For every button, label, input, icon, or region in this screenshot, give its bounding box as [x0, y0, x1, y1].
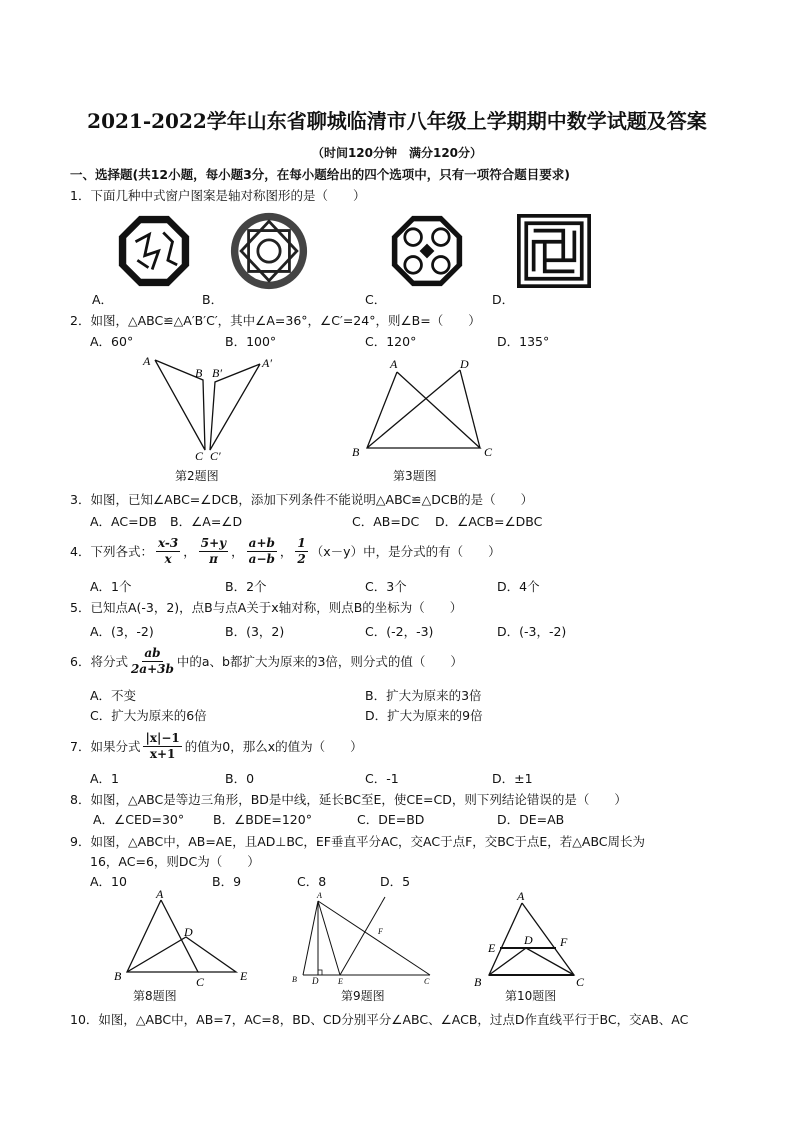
svg-text:B: B: [292, 975, 297, 984]
page-title: 2021-2022学年山东省聊城临清市八年级上学期期中数学试题及答案: [87, 109, 707, 133]
q5-option-b: B．(3，2): [225, 624, 285, 639]
figure-q8: [110, 887, 260, 989]
numerator: |x|−1: [145, 731, 180, 745]
denominator: 2: [297, 552, 306, 566]
svg-text:C: C: [196, 975, 205, 989]
window-pattern-d: [517, 214, 591, 288]
svg-text:E: E: [240, 969, 248, 983]
question-7-prefix: 7．如果分式: [70, 738, 141, 754]
svg-text:A: A: [143, 354, 151, 368]
q1-option-d: D．: [492, 292, 515, 307]
q3-option-a: A．AC=DB: [90, 514, 157, 529]
question-3: 3．如图，已知∠ABC=∠DCB，添加下列条件不能说明△ABC≌△DCB的是（ ）: [70, 492, 534, 507]
q7-option-b: B．0: [225, 771, 255, 786]
question-4-suffix: （x－y）中，是分式的有（ ）: [310, 543, 501, 559]
question-6: [70, 646, 463, 677]
figure-q2: [140, 355, 280, 465]
caption-fig2: 第2题图: [175, 469, 219, 483]
q9-option-b: B．9: [212, 874, 242, 889]
numerator: a+b: [248, 536, 275, 550]
q2-option-a: A．60°: [90, 334, 134, 349]
q4-option-c: C．3个: [365, 579, 407, 594]
q4-option-a: A．1个: [90, 579, 132, 594]
question-6-prefix: 6．将分式: [70, 653, 128, 669]
question-9: 9．如图，△ABC中，AB=AE，且AD⊥BC，EF垂直平分AC，交AC于点F，交BC于点E，若△ABC周长为: [70, 834, 646, 849]
numerator: 5+y: [200, 536, 227, 550]
q8-option-b: B．∠BDE=120°: [213, 812, 312, 827]
svg-text:B: B: [195, 366, 203, 380]
q1-option-c: C．: [365, 292, 387, 307]
q9-option-d: D．5: [380, 874, 411, 889]
figure-q3: [350, 357, 500, 460]
svg-text:A: A: [390, 357, 398, 371]
q9-option-c: C．8: [297, 874, 327, 889]
question-7: [70, 731, 363, 762]
q3-option-d: D．∠ACB=∠DBC: [435, 514, 543, 529]
question-9-line2: 16，AC=6，则DC为（ ）: [90, 854, 260, 869]
q5-option-d: D．(-3，-2): [497, 624, 567, 639]
q5-option-a: A．(3，-2): [90, 624, 154, 639]
figure-q9: [290, 892, 440, 987]
comma: ，: [231, 543, 244, 559]
q8-option-c: C．DE=BD: [357, 812, 425, 827]
q8-option-a: A．∠CED=30°: [93, 812, 185, 827]
svg-text:A: A: [317, 891, 322, 900]
denominator: x+1: [149, 747, 176, 761]
window-pattern-c: [390, 214, 464, 288]
caption-fig10: 第10题图: [505, 989, 557, 1003]
q6-option-b: B．扩大为原来的3倍: [365, 688, 482, 703]
svg-text:B′: B′: [212, 366, 222, 380]
svg-text:F: F: [560, 935, 568, 949]
svg-text:C: C: [424, 977, 430, 986]
svg-text:A′: A′: [262, 356, 272, 370]
q2-option-b: B．100°: [225, 334, 277, 349]
q3-option-b: B．∠A=∠D: [170, 514, 243, 529]
q9-option-a: A．10: [90, 874, 127, 889]
q6-option-a: A．不变: [90, 688, 137, 703]
svg-text:E: E: [488, 941, 496, 955]
svg-text:E: E: [338, 977, 343, 986]
fraction: [143, 731, 181, 762]
q5-option-c: C．(-2，-3): [365, 624, 434, 639]
svg-text:F: F: [378, 927, 383, 936]
question-7-suffix: 的值为0，那么x的值为（ ）: [184, 738, 363, 754]
denominator: x: [164, 552, 172, 566]
svg-text:A: A: [517, 889, 525, 903]
question-6-suffix: 中的a、b都扩大为原来的3倍，则分式的值（ ）: [176, 653, 463, 669]
q1-option-b: B．: [202, 292, 224, 307]
q2-option-d: D．135°: [497, 334, 550, 349]
window-pattern-b: [230, 212, 308, 290]
question-5: 5．已知点A(-3，2)，点B与点A关于x轴对称，则点B的坐标为（ ）: [70, 600, 463, 615]
question-10: 10．如图，△ABC中，AB=7，AC=8，BD、CD分别平分∠ABC、∠ACB，过点D作直线平行于BC，交AB、AC: [70, 1012, 689, 1027]
fraction: [131, 646, 174, 677]
svg-text:B: B: [114, 969, 122, 983]
caption-fig8: 第8题图: [133, 989, 177, 1003]
question-8: 8．如图，△ABC是等边三角形，BD是中线，延长BC至E，使CE=CD，则下列结论错误的是（ ）: [70, 792, 627, 807]
q1-option-a: A．: [92, 292, 114, 307]
fraction: [199, 536, 228, 567]
exam-time-score: （时间120分钟 满分120分）: [311, 146, 483, 160]
figure-q10: [472, 890, 622, 990]
q2-option-c: C．120°: [365, 334, 417, 349]
svg-text:B: B: [352, 445, 360, 459]
fraction: [156, 536, 180, 567]
question-1: 1．下面几种中式窗户图案是轴对称图形的是（ ）: [70, 188, 366, 203]
q6-option-c: C．扩大为原来的6倍: [90, 708, 207, 723]
denominator: 2a+3b: [130, 662, 174, 676]
q3-option-c: C．AB=DC: [352, 514, 420, 529]
fraction: [247, 536, 277, 567]
question-4: [70, 536, 501, 567]
svg-text:C: C: [576, 975, 585, 989]
q7-option-c: C．-1: [365, 771, 399, 786]
svg-text:D: D: [460, 357, 469, 371]
caption-fig9: 第9题图: [341, 989, 385, 1003]
numerator: x-3: [157, 536, 179, 550]
svg-text:C: C: [195, 449, 204, 463]
denominator: π: [209, 552, 218, 566]
question-2: 2．如图，△ABC≌△A′B′C′，其中∠A=36°，∠C′=24°，则∠B=（ ）: [70, 313, 481, 328]
comma: ，: [183, 543, 196, 559]
fraction: [295, 536, 307, 567]
question-4-prefix: 4．下列各式：: [70, 543, 153, 559]
svg-text:D: D: [524, 933, 533, 947]
caption-fig3: 第3题图: [393, 469, 437, 483]
svg-text:D: D: [312, 976, 319, 986]
svg-text:A: A: [156, 887, 164, 901]
window-pattern-a: [117, 214, 191, 288]
q4-option-d: D．4个: [497, 579, 540, 594]
numerator: 1: [297, 536, 306, 550]
comma: ，: [279, 543, 293, 559]
numerator: ab: [144, 646, 161, 660]
section-heading: 一、选择题(共12小题，每小题3分，在每小题给出的四个选项中，只有一项符合题目要求): [70, 167, 571, 182]
q8-option-d: D．DE=AB: [497, 812, 565, 827]
q4-option-b: B．2个: [225, 579, 267, 594]
q6-option-d: D．扩大为原来的9倍: [365, 708, 483, 723]
svg-text:C: C: [484, 445, 493, 459]
denominator: a−b: [248, 552, 275, 566]
svg-text:C′: C′: [210, 449, 221, 463]
q7-option-a: A．1: [90, 771, 120, 786]
svg-text:D: D: [184, 925, 193, 939]
q7-option-d: D．±1: [492, 771, 533, 786]
svg-text:B: B: [474, 975, 482, 989]
